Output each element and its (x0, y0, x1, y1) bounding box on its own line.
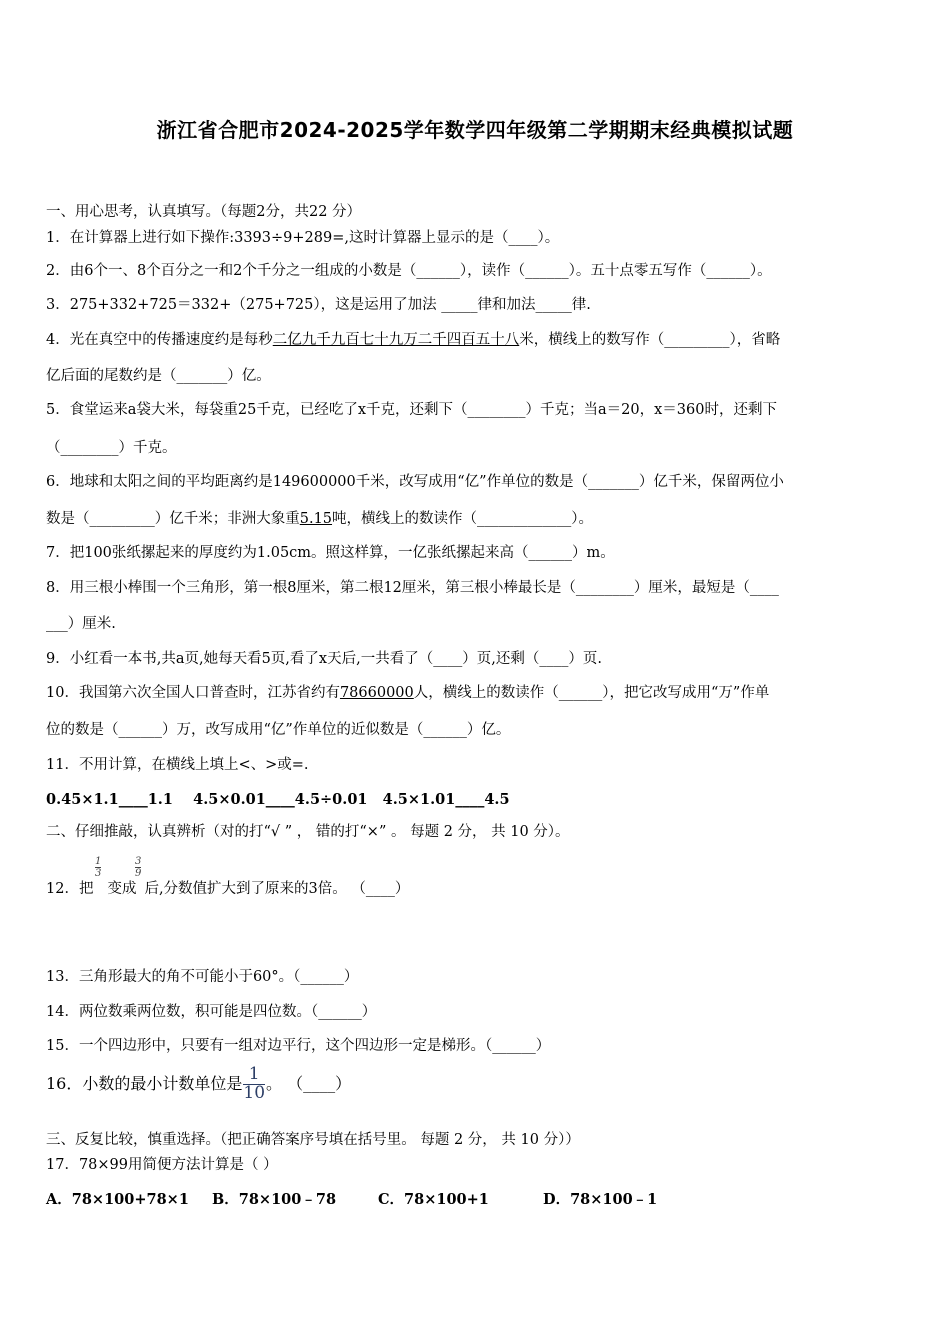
question-5-line-2: （________）千克。 (46, 440, 177, 456)
question-7: 7．把100张纸摞起来的厚度约为1.05cm。照这样算，一亿张纸摞起来高（______）m。 (46, 545, 615, 561)
question-11: 11．不用计算，在横线上填上<、>或=. (46, 757, 309, 773)
question-14: 14．两位数乘两位数，积可能是四位数。（______） (46, 1004, 377, 1020)
question-16: 16．小数的最小计数单位是 $\frac{1}{10}$ 。 （____） (46, 1064, 352, 1103)
question-3: 3．275+332+725＝332+（275+725），这是运用了加法 _____律和加法_____律. (46, 297, 591, 313)
fraction-one-third: $\frac{1}{3}$ (95, 856, 102, 879)
question-15: 15．一个四边形中，只要有一组对边平行，这个四边形一定是梯形。（______） (46, 1038, 551, 1054)
question-6-line-2: 数是（_________）亿千米；非洲大象重5.15吨，横线上的数读作（_____________）。 (46, 511, 594, 527)
question-10-line-2: 位的数是（______）万，改写成用“亿”作单位的近似数是（______）亿。 (46, 722, 511, 738)
question-2: 2．由6个一、8个百分之一和2个千分之一组成的小数是（______），读作（______）。五十点零五写作（______）。 (46, 263, 772, 279)
question-11-comparisons: 0.45×1.1____1.1 4.5×0.01____4.5÷0.01 4.5×1.01____4.5 (46, 791, 510, 808)
question-1: 1．在计算器上进行如下操作:3393÷9+289=,这时计算器上显示的是（____）。 (46, 230, 560, 246)
section-2-heading: 二、仔细推敲，认真辨析（对的打“√ ” ， 错的打“×” 。 每题 2 分， 共 10 分）。 (46, 824, 570, 840)
question-4-line-1: 4．光在真空中的传播速度约是每秒二亿九千九百七十九万二千四百五十八米，横线上的数写作（_________），省略 (46, 332, 781, 348)
fraction-three-ninths: $\frac{3}{9}$ (135, 856, 142, 879)
question-12: 12．把 变成 后,分数值扩大到了原来的3倍。 （____） (46, 881, 410, 897)
question-9: 9．小红看一本书,共a页,她每天看5页,看了x天后,一共看了（____）页,还剩（____）页. (46, 651, 602, 667)
option-a: A．78×100+78×1 (46, 1191, 189, 1208)
question-13: 13．三角形最大的角不可能小于60°。（______） (46, 969, 359, 985)
underlined-number: 78660000 (339, 685, 414, 701)
question-17: 17．78×99用简便方法计算是（ ） (46, 1157, 278, 1173)
question-8-line-1: 8．用三根小棒围一个三角形，第一根8厘米，第二根12厘米，第三根小棒最长是（________）厘米，最短是（____ (46, 580, 779, 596)
option-b: B．78×100﹣78 (212, 1191, 337, 1208)
question-10-line-1: 10．我国第六次全国人口普查时，江苏省约有78660000人，横线上的数读作（______），把它改写成用“万”作单 (46, 685, 770, 701)
section-1-heading: 一、用心思考，认真填写。（每题2分，共22 分） (46, 204, 362, 220)
fraction-one-tenth: $\frac{1}{10}$ (243, 1064, 266, 1103)
question-8-line-2: ___）厘米. (46, 616, 116, 632)
underlined-number: 5.15 (299, 511, 333, 527)
question-6-line-1: 6．地球和太阳之间的平均距离约是149600000千米，改写成用“亿”作单位的数是（_______）亿千米，保留两位小 (46, 474, 784, 490)
question-5-line-1: 5．食堂运来a袋大米，每袋重25千克，已经吃了x千克，还剩下（________）千克；当a＝20，x＝360时，还剩下 (46, 402, 777, 418)
option-d: D．78×100﹣1 (543, 1191, 658, 1208)
underlined-number: 二亿九千九百七十九万二千四百五十八 (272, 332, 520, 348)
page-title: 浙江省合肥市2024-2025学年数学四年级第二学期期末经典模拟试题 (156, 118, 794, 142)
option-c: C．78×100+1 (378, 1191, 489, 1208)
section-3-heading: 三、反复比较，慎重选择。（把正确答案序号填在括号里。 每题 2 分， 共 10 分）） (46, 1132, 580, 1148)
question-4-line-2: 亿后面的尾数约是（_______）亿。 (46, 368, 271, 384)
